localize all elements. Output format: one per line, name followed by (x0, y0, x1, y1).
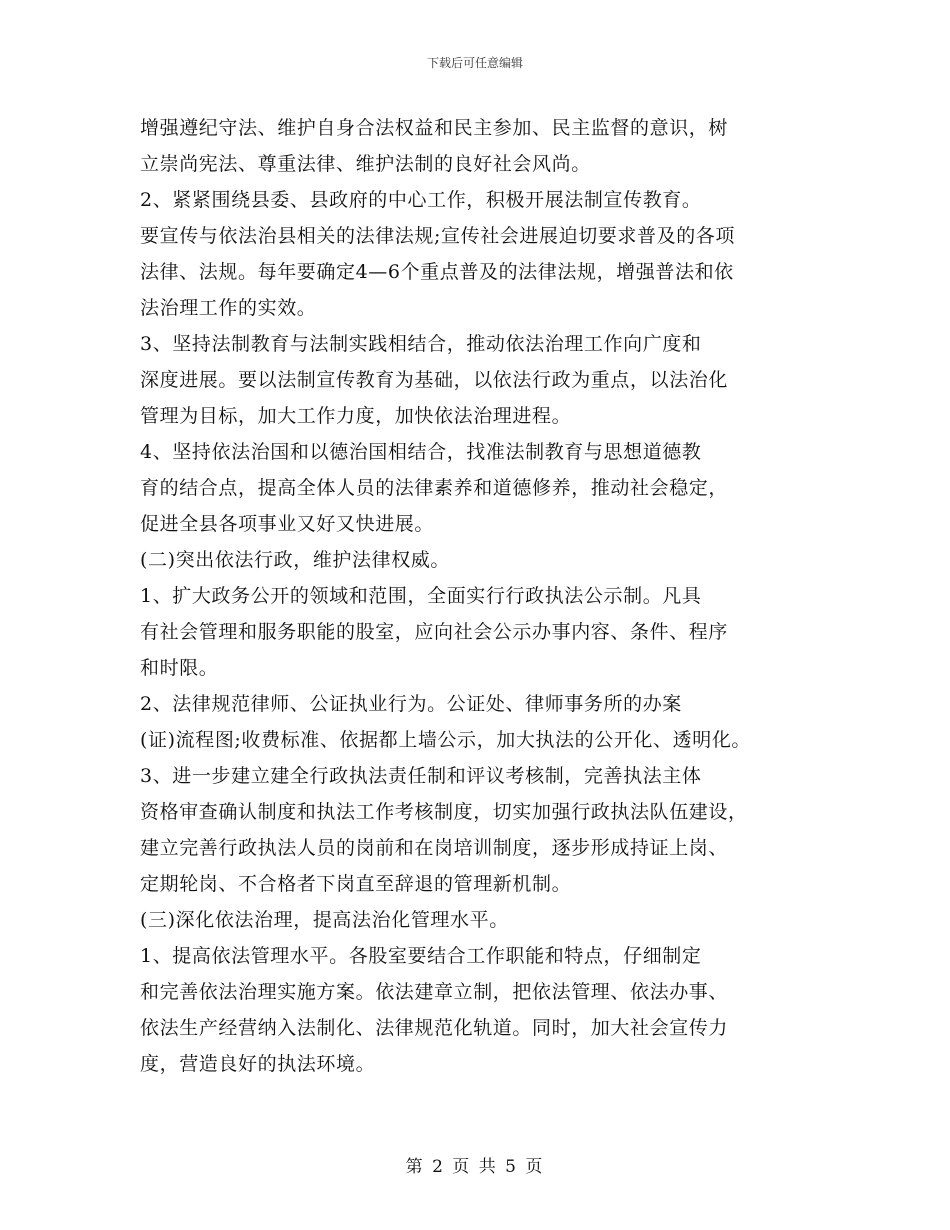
text-line: 4、坚持依法治国和以德治国相结合，找准法制教育与思想道德教 (140, 441, 702, 463)
page-header: 下载后可任意编辑 (426, 56, 523, 70)
text-line: 定期轮岗、不合格者下岗直至辞退的管理新机制。 (140, 873, 572, 895)
text-line: 2、紧紧围绕县委、县政府的中心工作，积极开展法制宣传教育。 (140, 189, 702, 211)
text-line: 度，营造良好的执法环境。 (140, 1053, 376, 1075)
text-line: 2、法律规范律师、公证执业行为。公证处、律师事务所的办案 (140, 693, 682, 715)
text-line: 要宣传与依法治县相关的法律法规;宣传社会进展迫切要求普及的各项 (140, 225, 736, 247)
text-line: 建立完善行政执法人员的岗前和在岗培训制度，逐步形成持证上岗、 (140, 837, 729, 859)
text-line: 促进全县各项事业又好又快进展。 (140, 513, 435, 535)
text-line: 深度进展。要以法制宣传教育为基础，以依法行政为重点，以法治化 (140, 369, 729, 391)
text-line: 法治理工作的实效。 (140, 297, 317, 319)
text-line: 3、进一步建立建全行政执法责任制和评议考核制，完善执法主体 (140, 765, 702, 787)
text-line: 和时限。 (140, 657, 219, 679)
text-line: 育的结合点，提高全体人员的法律素养和道德修养，推动社会稳定， (140, 477, 729, 499)
text-line: (证)流程图;收费标准、依据都上墙公示，加大执法的公开化、透明化。 (140, 729, 752, 751)
text-line: 增强遵纪守法、维护自身合法权益和民主参加、民主监督的意识，树 (140, 117, 729, 139)
text-line: 1、扩大政务公开的领域和范围，全面实行行政执法公示制。凡具 (140, 585, 702, 607)
text-line: (三)深化依法治理，提高法治化管理水平。 (140, 909, 509, 931)
text-line: 管理为目标，加大工作力度，加快依法治理进程。 (140, 405, 572, 427)
text-line: (二)突出依法行政，维护法律权威。 (140, 549, 451, 571)
text-line: 和完善依法治理实施方案。依法建章立制，把依法管理、依法办事、 (140, 981, 729, 1003)
text-line: 1、提高依法管理水平。各股室要结合工作职能和特点，仔细制定 (140, 945, 702, 967)
document-body (140, 110, 830, 1082)
page-footer: 第 2 页 共 5 页 (405, 1157, 545, 1177)
text-line: 立崇尚宪法、尊重法律、维护法制的良好社会风尚。 (140, 153, 591, 175)
text-line: 法律、法规。每年要确定4—6个重点普及的法律法规，增强普法和依 (140, 261, 734, 283)
text-line: 有社会管理和服务职能的股室，应向社会公示办事内容、条件、程序 (140, 621, 729, 643)
text-line: 资格审查确认制度和执法工作考核制度，切实加强行政执法队伍建设， (140, 801, 748, 823)
text-line: 3、坚持法制教育与法制实践相结合，推动依法治理工作向广度和 (140, 333, 702, 355)
text-line: 依法生产经营纳入法制化、法律规范化轨道。同时，加大社会宣传力 (140, 1017, 729, 1039)
